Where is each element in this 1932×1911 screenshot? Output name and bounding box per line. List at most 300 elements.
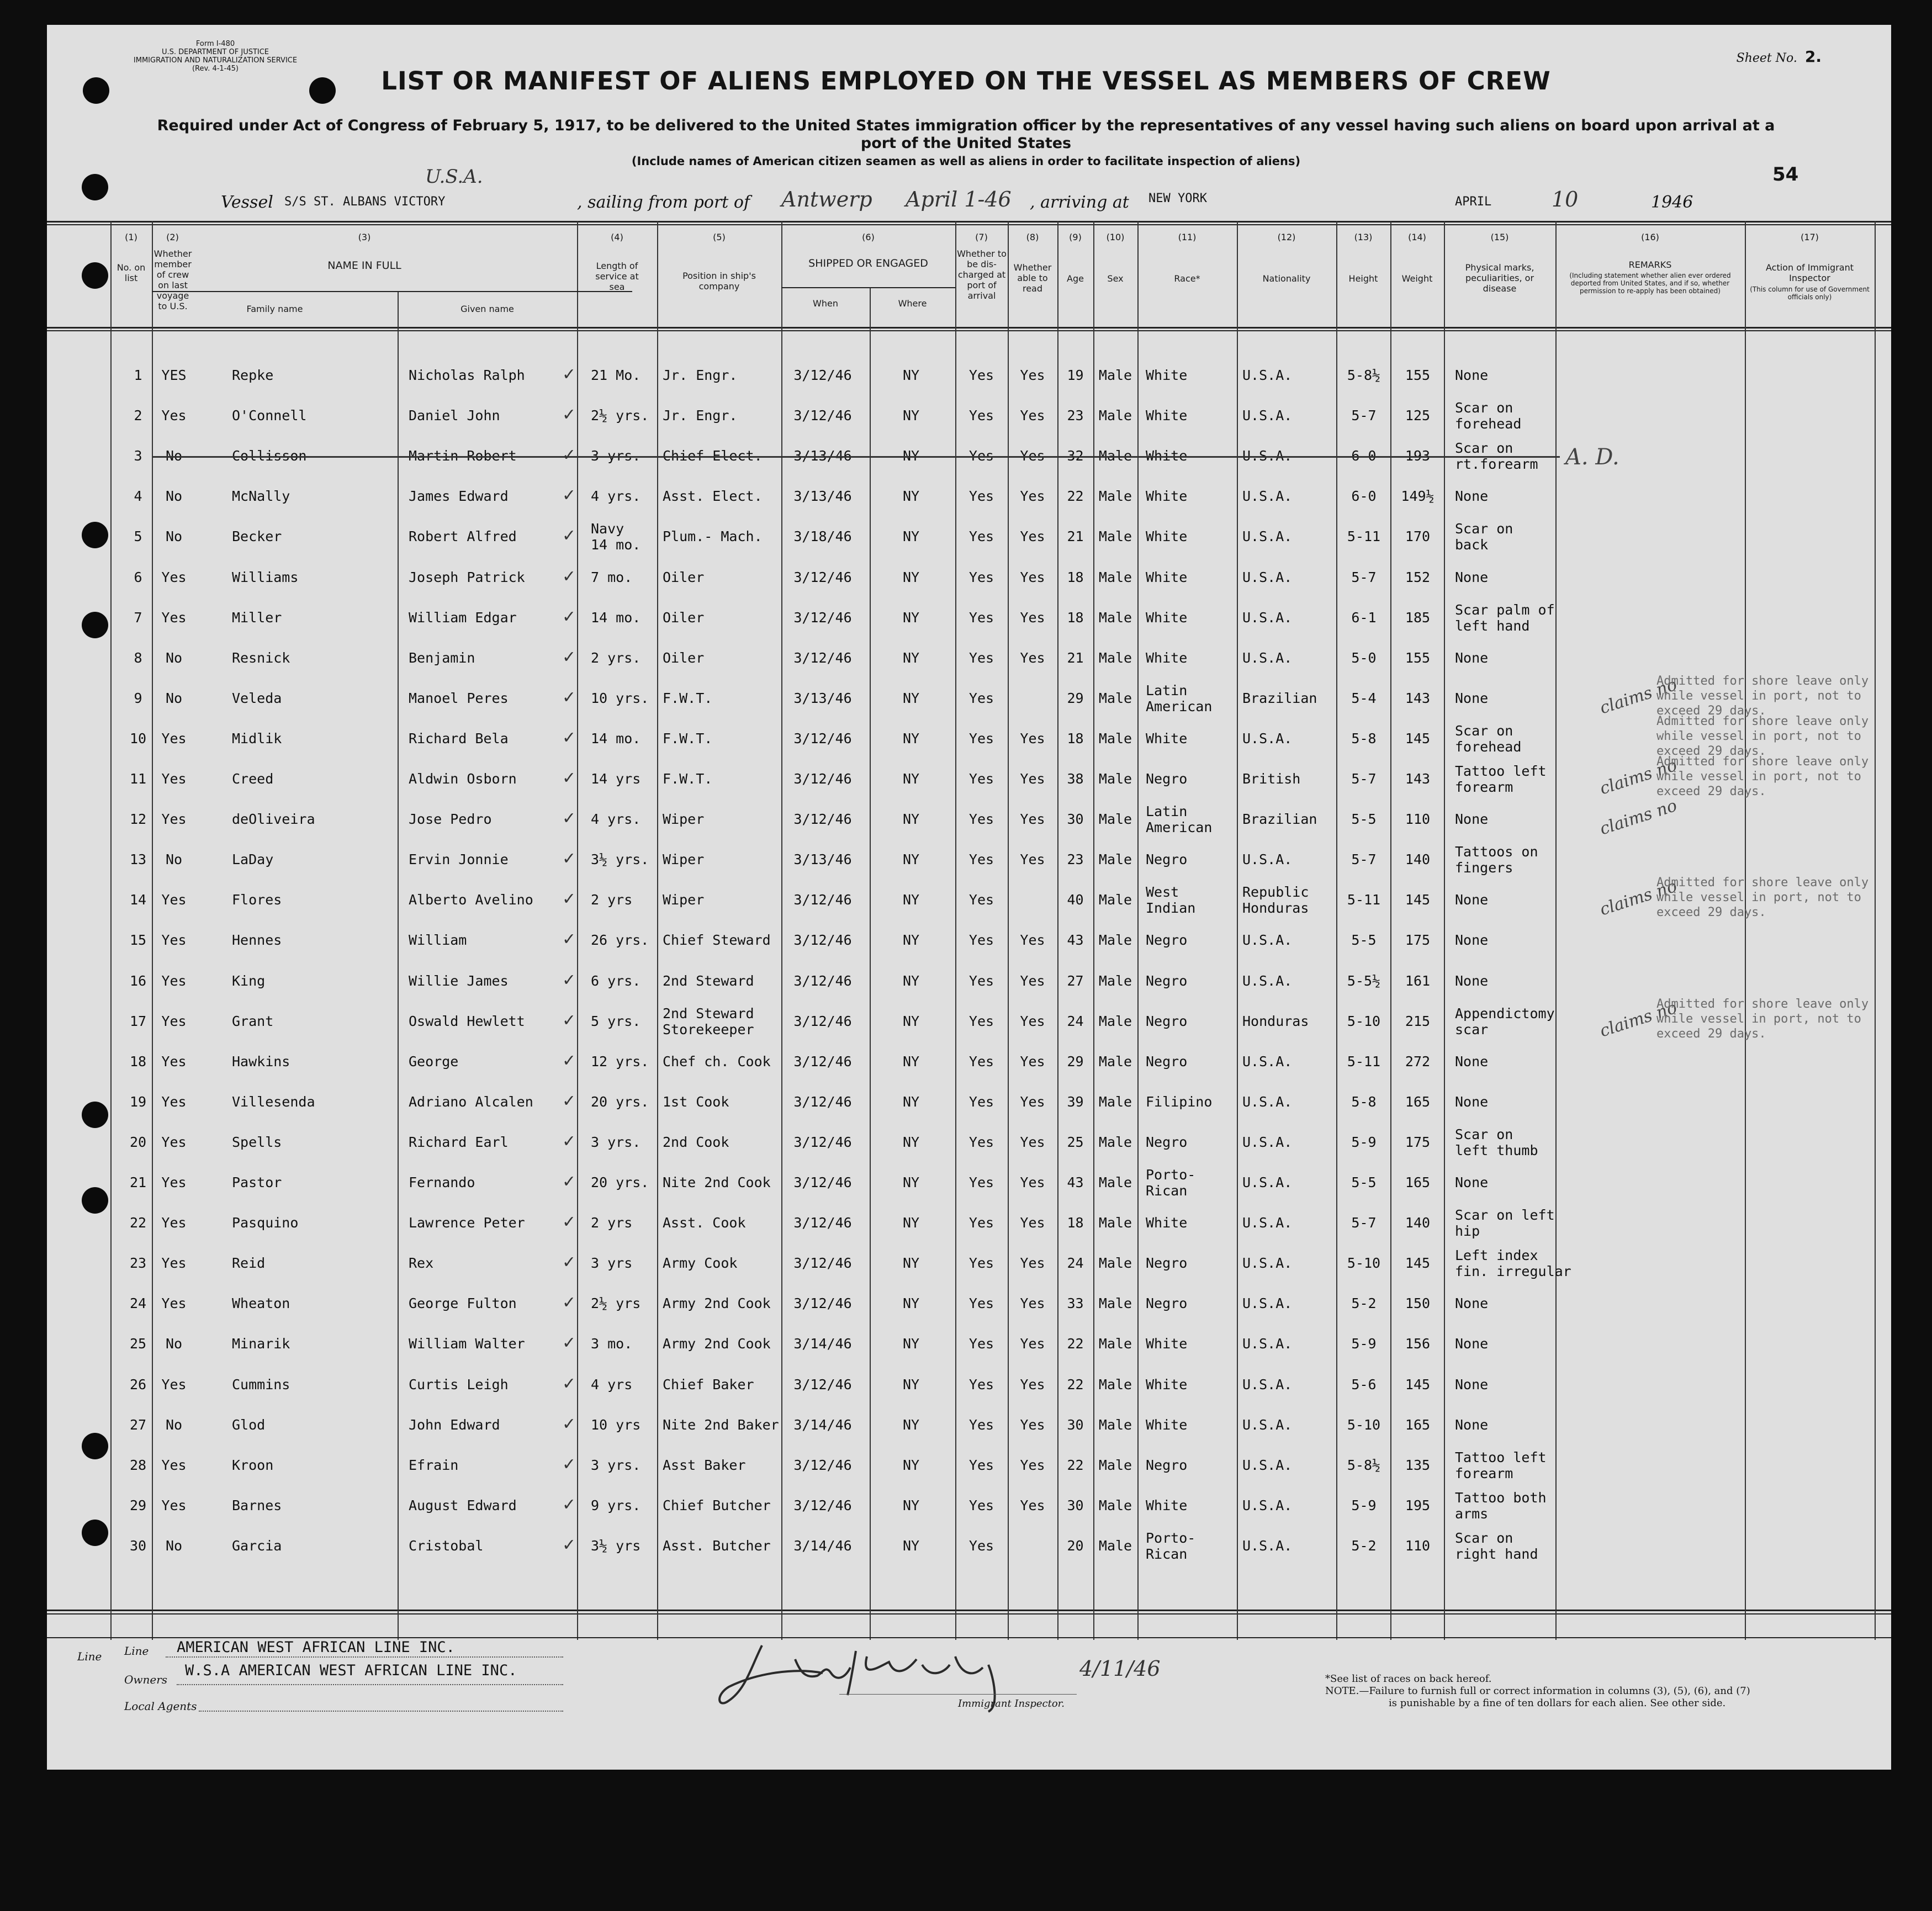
cell-when: 3/12/46 <box>793 407 852 424</box>
cell-where: NY <box>902 649 920 666</box>
check-mark: ✓ <box>563 1372 575 1394</box>
cell-family: McNally <box>232 488 290 505</box>
cell-position: F.W.T. <box>663 730 713 747</box>
cell-position: 2nd Cook <box>663 1134 729 1150</box>
cell-weight: 145 <box>1405 1376 1431 1393</box>
col-divider <box>1745 221 1746 1640</box>
cell-height: 5-6 <box>1351 1376 1377 1393</box>
handwritten-remark: A. D. <box>1565 444 1619 470</box>
cell-weight: 140 <box>1405 1215 1431 1231</box>
cell-position: Nite 2nd Baker <box>663 1416 779 1433</box>
col-divider <box>870 287 871 1640</box>
cell-age: 23 <box>1067 851 1084 868</box>
cell-height: 5-7 <box>1351 851 1377 868</box>
cell-sex: Male <box>1098 1255 1132 1272</box>
cell-marks: Tattoo both arms <box>1455 1489 1547 1522</box>
cell-height: 5-9 <box>1351 1134 1377 1150</box>
cell-position: Chief Butcher <box>663 1497 771 1513</box>
cell-marks: None <box>1455 892 1489 908</box>
cell-position: Chef ch. Cook <box>663 1053 771 1070</box>
cell-height: 5-8½ <box>1347 367 1381 383</box>
cell-no: 11 <box>129 771 147 787</box>
admission-stamp: Admitted for shore leave only while vessel in port, not to exceed 29 days. <box>1656 714 1869 758</box>
name-subheader-rule <box>152 291 632 292</box>
cell-where: NY <box>902 1457 920 1473</box>
cell-height: 5-7 <box>1351 569 1377 585</box>
cell-disch: Yes <box>968 528 994 545</box>
cell-sex: Male <box>1098 569 1132 585</box>
cell-no: 8 <box>134 649 142 666</box>
cell-disch: Yes <box>968 407 994 424</box>
cell-family: Grant <box>232 1013 274 1029</box>
check-mark: ✓ <box>563 1452 575 1475</box>
cell-when: 3/12/46 <box>793 569 852 585</box>
cell-service: 5 yrs. <box>591 1013 641 1029</box>
cell-nat: Republic Honduras <box>1242 884 1309 917</box>
col-divider <box>1008 221 1009 1640</box>
header-bottom-rule <box>47 327 1891 329</box>
cell-when: 3/18/46 <box>793 528 852 545</box>
header-given-name: Given name <box>460 304 514 314</box>
cell-service: 3 yrs. <box>591 448 641 464</box>
cell-race: Negro <box>1146 851 1188 868</box>
cell-position: Jr. Engr. <box>663 407 738 424</box>
check-mark: ✓ <box>563 928 575 950</box>
cell-height: 5-10 <box>1347 1416 1381 1433</box>
cell-age: 22 <box>1067 1376 1084 1393</box>
cell-disch: Yes <box>968 1457 994 1473</box>
cell-position: Wiper <box>663 851 705 868</box>
cell-no: 13 <box>129 851 147 868</box>
cell-read: Yes <box>1020 1295 1045 1312</box>
cell-nat: U.S.A. <box>1242 1457 1293 1473</box>
cell-family: Miller <box>232 609 282 626</box>
check-mark: ✓ <box>563 685 575 708</box>
col-number: (12) <box>1277 232 1296 242</box>
cell-service: 26 yrs. <box>591 932 649 949</box>
header-physical-marks: Physical marks, peculiarities, or disease <box>1465 262 1534 294</box>
cell-race: West Indian <box>1146 884 1196 917</box>
cell-nat: U.S.A. <box>1242 730 1293 747</box>
cell-given: Joseph Patrick <box>409 569 525 585</box>
check-mark: ✓ <box>563 645 575 668</box>
cell-weight: 215 <box>1405 1013 1431 1029</box>
col-number: (8) <box>1026 232 1039 242</box>
cell-race: White <box>1146 1416 1188 1433</box>
cell-disch: Yes <box>968 1174 994 1190</box>
cell-disch: Yes <box>968 649 994 666</box>
cell-weight: 193 <box>1405 448 1431 464</box>
cell-where: NY <box>902 1215 920 1231</box>
cell-sex: Male <box>1098 407 1132 424</box>
cell-marks: None <box>1455 569 1489 585</box>
cell-read: Yes <box>1020 811 1045 828</box>
subnote: (Include names of American citizen seamen as well as aliens in order to facilitate inspection of aliens) <box>631 155 1301 168</box>
cell-prev: Yes <box>161 1053 187 1070</box>
cell-marks: Scar on forehead <box>1455 722 1522 755</box>
cell-race: White <box>1146 569 1188 585</box>
check-mark: ✓ <box>563 1533 575 1555</box>
header-name-in-full: NAME IN FULL <box>327 260 401 272</box>
col-divider <box>1137 221 1139 1640</box>
cell-prev: Yes <box>161 1376 187 1393</box>
cell-weight: 185 <box>1405 609 1431 626</box>
check-mark: ✓ <box>563 1210 575 1233</box>
cell-sex: Male <box>1098 1336 1132 1352</box>
cell-sex: Male <box>1098 811 1132 828</box>
cell-where: NY <box>902 771 920 787</box>
cell-race: Negro <box>1146 1295 1188 1312</box>
line-underline <box>166 1656 563 1658</box>
cell-read: Yes <box>1020 609 1045 626</box>
cell-age: 30 <box>1067 811 1084 828</box>
cell-family: Glod <box>232 1416 266 1433</box>
table-bottom-rule <box>47 1610 1891 1611</box>
cell-prev: Yes <box>161 1174 187 1190</box>
check-mark: ✓ <box>563 968 575 991</box>
cell-race: White <box>1146 488 1188 505</box>
cell-race: Filipino <box>1146 1093 1213 1110</box>
cell-marks: None <box>1455 1093 1489 1110</box>
cell-marks: None <box>1455 367 1489 383</box>
sheet-label: Sheet No. <box>1736 51 1797 65</box>
header-no-on-list: No. on list <box>117 262 146 283</box>
cell-family: Becker <box>232 528 282 545</box>
cell-marks: None <box>1455 1336 1489 1352</box>
cell-where: NY <box>902 1497 920 1513</box>
cell-disch: Yes <box>968 448 994 464</box>
cell-nat: U.S.A. <box>1242 851 1293 868</box>
cell-marks: None <box>1455 811 1489 828</box>
cell-height: 6-0 <box>1351 488 1377 505</box>
cell-nat: U.S.A. <box>1242 1416 1293 1433</box>
crew-table <box>47 221 1891 1640</box>
cell-given: Aldwin Osborn <box>409 771 517 787</box>
cell-given: Efrain <box>409 1457 459 1473</box>
cell-weight: 110 <box>1405 811 1431 828</box>
cell-service: 3 yrs. <box>591 1457 641 1473</box>
cell-position: Oiler <box>663 569 705 585</box>
signature-date: 4/11/46 <box>1079 1656 1161 1681</box>
cell-height: 5-9 <box>1351 1497 1377 1513</box>
cell-family: Midlik <box>232 730 282 747</box>
header-age: Age <box>1067 273 1084 284</box>
admission-stamp: Admitted for shore leave only while vessel in port, not to exceed 29 days. <box>1656 755 1869 798</box>
cell-height: 5-7 <box>1351 407 1377 424</box>
cell-disch: Yes <box>968 488 994 505</box>
col-divider <box>577 221 578 1640</box>
cell-given: William Edgar <box>409 609 517 626</box>
cell-given: Richard Bela <box>409 730 509 747</box>
cell-sex: Male <box>1098 1215 1132 1231</box>
cell-service: 4 yrs. <box>591 488 641 505</box>
cell-given: William <box>409 932 467 949</box>
header-action-note: (This column for use of Government officials only) <box>1750 285 1870 301</box>
shipped-subheader-rule <box>781 287 955 288</box>
cell-service: 3½ yrs <box>591 1537 641 1554</box>
col-divider <box>110 221 112 1640</box>
cell-sex: Male <box>1098 1053 1132 1070</box>
cell-where: NY <box>902 1376 920 1393</box>
cell-position: Asst Baker <box>663 1457 746 1473</box>
cell-read: Yes <box>1020 1376 1045 1393</box>
arrival-year: 1946 <box>1651 193 1693 212</box>
cell-sex: Male <box>1098 367 1132 383</box>
cell-where: NY <box>902 1093 920 1110</box>
cell-family: Pasquino <box>232 1215 299 1231</box>
owners-label: Owners <box>124 1673 168 1686</box>
cell-service: 14 yrs <box>591 771 641 787</box>
cell-prev: Yes <box>161 932 187 949</box>
cell-when: 3/12/46 <box>793 1174 852 1190</box>
cell-weight: 156 <box>1405 1336 1431 1352</box>
cell-sex: Male <box>1098 609 1132 626</box>
cell-disch: Yes <box>968 690 994 706</box>
cell-age: 20 <box>1067 1537 1084 1554</box>
cell-read: Yes <box>1020 730 1045 747</box>
cell-race: Latin American <box>1146 682 1213 714</box>
cell-service: 21 Mo. <box>591 367 641 383</box>
cell-height: 5-5½ <box>1347 972 1381 989</box>
cell-no: 28 <box>129 1457 147 1473</box>
cell-prev: Yes <box>161 407 187 424</box>
check-mark: ✓ <box>563 807 575 829</box>
cell-prev: No <box>165 488 183 505</box>
col-number: (17) <box>1801 232 1819 242</box>
cell-where: NY <box>902 1295 920 1312</box>
cell-given: Alberto Avelino <box>409 892 533 908</box>
cell-sex: Male <box>1098 932 1132 949</box>
cell-sex: Male <box>1098 1457 1132 1473</box>
cell-service: 20 yrs. <box>591 1093 649 1110</box>
cell-service: 6 yrs. <box>591 972 641 989</box>
cell-age: 18 <box>1067 730 1084 747</box>
cell-service: Navy 14 mo. <box>591 521 641 553</box>
cell-when: 3/14/46 <box>793 1336 852 1352</box>
cell-age: 21 <box>1067 528 1084 545</box>
table-top-rule <box>47 224 1891 225</box>
check-mark: ✓ <box>563 1251 575 1273</box>
cell-weight: 145 <box>1405 1255 1431 1272</box>
cell-disch: Yes <box>968 1376 994 1393</box>
cell-where: NY <box>902 448 920 464</box>
cell-service: 3 yrs. <box>591 1134 641 1150</box>
cell-family: deOliveira <box>232 811 315 828</box>
arrival-month: APRIL <box>1455 195 1492 209</box>
cell-read: Yes <box>1020 488 1045 505</box>
handwritten-remark: claims no <box>1597 998 1680 1041</box>
cell-height: 5-2 <box>1351 1537 1377 1554</box>
cell-nat: U.S.A. <box>1242 1215 1293 1231</box>
cell-weight: 110 <box>1405 1537 1431 1554</box>
check-mark: ✓ <box>563 1129 575 1152</box>
line-label: Line <box>124 1644 149 1658</box>
check-mark: ✓ <box>563 1049 575 1071</box>
cell-family: Wheaton <box>232 1295 290 1312</box>
cell-height: 5-7 <box>1351 1215 1377 1231</box>
cell-height: 5-10 <box>1347 1013 1381 1029</box>
cell-weight: 195 <box>1405 1497 1431 1513</box>
cell-prev: No <box>165 1537 183 1554</box>
vessel-line <box>221 166 1712 213</box>
check-mark: ✓ <box>563 363 575 385</box>
cell-sex: Male <box>1098 1134 1132 1150</box>
cell-race: Negro <box>1146 972 1188 989</box>
cell-read: Yes <box>1020 972 1045 989</box>
cell-height: 5-8 <box>1351 1093 1377 1110</box>
cell-race: White <box>1146 1376 1188 1393</box>
cell-read: Yes <box>1020 1215 1045 1231</box>
footnotes <box>1325 1673 1750 1709</box>
cell-family: Reid <box>232 1255 266 1272</box>
col-divider <box>152 221 153 1640</box>
service: IMMIGRATION AND NATURALIZATION SERVICE <box>133 56 298 65</box>
cell-where: NY <box>902 1336 920 1352</box>
cell-weight: 143 <box>1405 690 1431 706</box>
cell-race: Negro <box>1146 1457 1188 1473</box>
cell-sex: Male <box>1098 771 1132 787</box>
cell-family: Repke <box>232 367 274 383</box>
col-divider <box>398 291 399 1640</box>
cell-family: Veleda <box>232 690 282 706</box>
cell-read: Yes <box>1020 1134 1045 1150</box>
header-weight: Weight <box>1401 273 1433 284</box>
header-bottom-rule <box>47 330 1891 331</box>
cell-no: 9 <box>134 690 142 706</box>
cell-given: Cristobal <box>409 1537 484 1554</box>
cell-sex: Male <box>1098 851 1132 868</box>
cell-disch: Yes <box>968 367 994 383</box>
cell-age: 24 <box>1067 1255 1084 1272</box>
cell-when: 3/12/46 <box>793 972 852 989</box>
cell-weight: 150 <box>1405 1295 1431 1312</box>
handwritten-remark: claims no <box>1597 876 1680 920</box>
cell-no: 14 <box>129 892 147 908</box>
cell-age: 33 <box>1067 1295 1084 1312</box>
cell-read: Yes <box>1020 649 1045 666</box>
cell-disch: Yes <box>968 811 994 828</box>
cell-sex: Male <box>1098 972 1132 989</box>
check-mark: ✓ <box>563 1089 575 1111</box>
cell-where: NY <box>902 932 920 949</box>
col-divider <box>1057 221 1058 1640</box>
cell-position: Chief Elect. <box>663 448 763 464</box>
cell-sex: Male <box>1098 1174 1132 1190</box>
cell-age: 40 <box>1067 892 1084 908</box>
cell-marks: None <box>1455 488 1489 505</box>
cell-no: 27 <box>129 1416 147 1433</box>
cell-given: George Fulton <box>409 1295 517 1312</box>
cell-position: 2nd Steward <box>663 972 754 989</box>
cell-prev: No <box>165 1336 183 1352</box>
cell-no: 5 <box>134 528 142 545</box>
cell-no: 12 <box>129 811 147 828</box>
cell-no: 22 <box>129 1215 147 1231</box>
cell-position: F.W.T. <box>663 771 713 787</box>
check-mark: ✓ <box>563 443 575 466</box>
cell-weight: 149½ <box>1401 488 1435 505</box>
check-mark: ✓ <box>563 887 575 910</box>
cell-family: Kroon <box>232 1457 274 1473</box>
page-title: LIST OR MANIFEST OF ALIENS EMPLOYED ON THE VESSEL AS MEMBERS OF CREW <box>381 66 1551 96</box>
cell-height: 5-8½ <box>1347 1457 1381 1473</box>
cell-service: 3 yrs <box>591 1255 633 1272</box>
cell-family: King <box>232 972 266 989</box>
cell-sex: Male <box>1098 1295 1132 1312</box>
arrival-day: 10 <box>1552 187 1579 211</box>
cell-race: White <box>1146 448 1188 464</box>
cell-family: Williams <box>232 569 299 585</box>
cell-position: 1st Cook <box>663 1093 729 1110</box>
cell-when: 3/13/46 <box>793 488 852 505</box>
cell-service: 7 mo. <box>591 569 633 585</box>
cell-where: NY <box>902 1134 920 1150</box>
cell-when: 3/14/46 <box>793 1416 852 1433</box>
cell-when: 3/12/46 <box>793 367 852 383</box>
cell-service: 20 yrs. <box>591 1174 649 1190</box>
check-mark: ✓ <box>563 1331 575 1354</box>
owners-value: W.S.A AMERICAN WEST AFRICAN LINE INC. <box>185 1662 517 1679</box>
cell-marks: Scar on rt.forearm <box>1455 440 1538 473</box>
cell-no: 26 <box>129 1376 147 1393</box>
cell-marks: None <box>1455 1174 1489 1190</box>
cell-service: 10 yrs. <box>591 690 649 706</box>
cell-disch: Yes <box>968 730 994 747</box>
cell-marks: None <box>1455 972 1489 989</box>
cell-age: 22 <box>1067 488 1084 505</box>
cell-service: 12 yrs. <box>591 1053 649 1070</box>
cell-no: 4 <box>134 488 142 505</box>
cell-marks: Appendictomy scar <box>1455 1005 1555 1037</box>
cell-nat: U.S.A. <box>1242 1053 1293 1070</box>
col-divider <box>1444 221 1445 1640</box>
cell-position: Jr. Engr. <box>663 367 738 383</box>
col-number: (6) <box>862 232 875 242</box>
cell-disch: Yes <box>968 1053 994 1070</box>
cell-service: 2½ yrs. <box>591 407 649 424</box>
cell-race: Negro <box>1146 1255 1188 1272</box>
cell-weight: 152 <box>1405 569 1431 585</box>
cell-given: John Edward <box>409 1416 500 1433</box>
cell-marks: Tattoo left forearm <box>1455 763 1547 795</box>
sailing-port: Antwerp <box>781 187 872 211</box>
cell-weight: 165 <box>1405 1093 1431 1110</box>
cell-when: 3/12/46 <box>793 1093 852 1110</box>
cell-given: Lawrence Peter <box>409 1215 525 1231</box>
line-label: Line <box>77 1650 102 1663</box>
header-sex: Sex <box>1107 273 1124 284</box>
cell-race: White <box>1146 1215 1188 1231</box>
col-number: (11) <box>1178 232 1197 242</box>
cell-position: Wiper <box>663 892 705 908</box>
cell-nat: U.S.A. <box>1242 1093 1293 1110</box>
check-mark: ✓ <box>563 1291 575 1314</box>
cell-marks: None <box>1455 1416 1489 1433</box>
cell-race: Porto- Rican <box>1146 1529 1196 1562</box>
arrival-port: NEW YORK <box>1148 192 1207 205</box>
cell-disch: Yes <box>968 851 994 868</box>
cell-given: Manoel Peres <box>409 690 509 706</box>
cell-family: Barnes <box>232 1497 282 1513</box>
cell-height: 5-4 <box>1351 690 1377 706</box>
cell-where: NY <box>902 851 920 868</box>
cell-prev: Yes <box>161 811 187 828</box>
cell-nat: U.S.A. <box>1242 932 1293 949</box>
admission-stamp: Admitted for shore leave only while vessel in port, not to exceed 29 days. <box>1656 997 1869 1041</box>
cell-race: White <box>1146 367 1188 383</box>
cell-family: Garcia <box>232 1537 282 1554</box>
cell-race: Porto- Rican <box>1146 1167 1196 1199</box>
